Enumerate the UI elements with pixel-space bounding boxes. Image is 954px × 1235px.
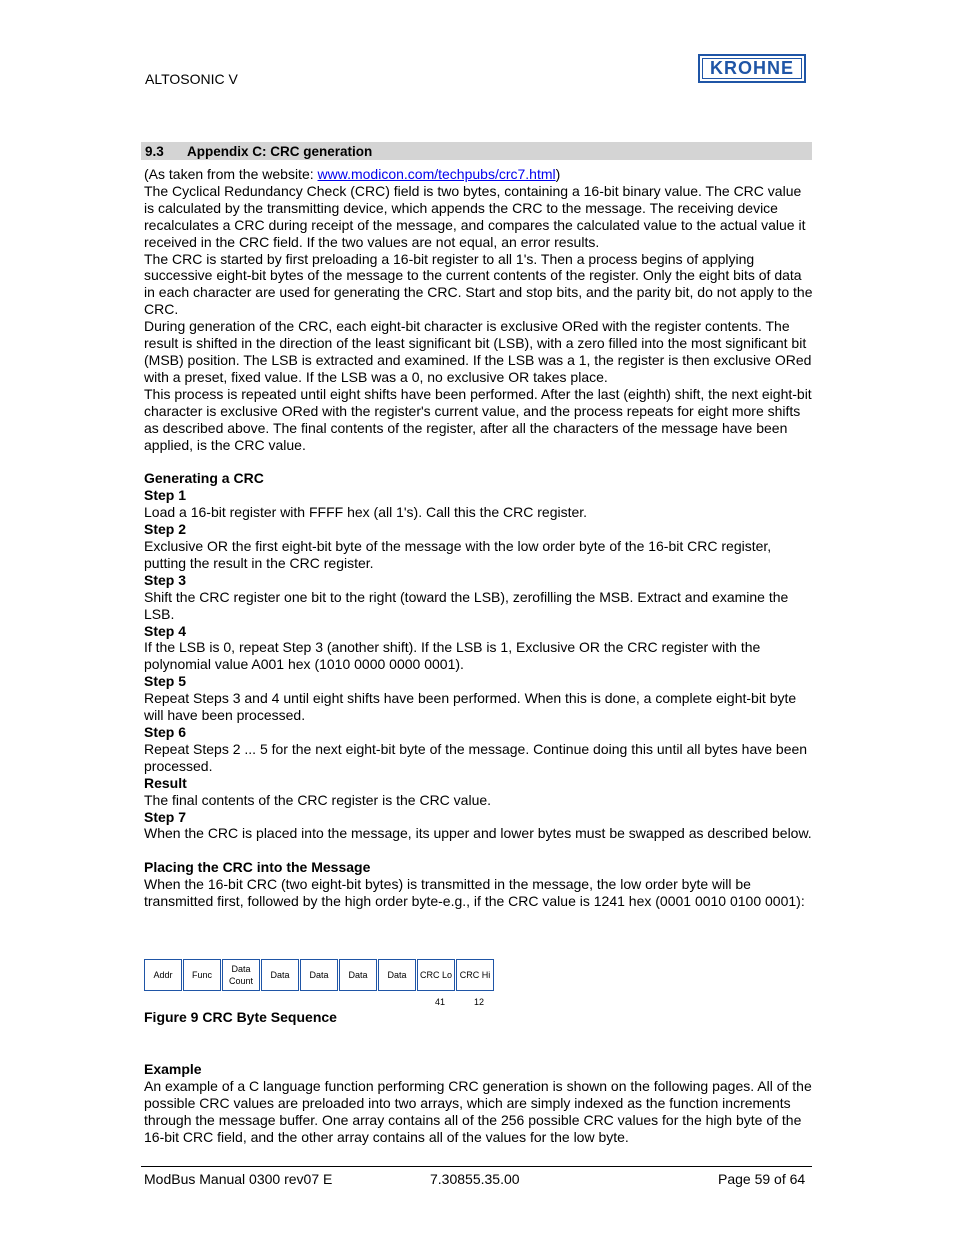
result-label: Result [144, 774, 187, 791]
crc-lo-value: 41 [435, 997, 446, 1007]
step-5-text: Repeat Steps 3 and 4 until eight shifts have been performed. When this is done, a complete eight-bit byte will have been processed. [144, 690, 797, 724]
footer-code: 7.30855.35.00 [430, 1171, 520, 1187]
generating-heading: Generating a CRC [144, 470, 264, 487]
intro-paragraph-1: The Cyclical Redundancy Check (CRC) field is two bytes, containing a 16-bit binary value. The CRC value is calculated by the transmitting device, which appends the CRC to the message. The receiving device recalculates a CRC during receipt of the message, and compares the calculated value to the actual value it received in the CRC field. If the two values are not equal, an error results. [144, 182, 806, 250]
byte-cell-data: Data [339, 959, 377, 991]
source-link[interactable]: www.modicon.com/techpubs/crc7.html [317, 166, 556, 182]
crc-hi-value: 12 [474, 997, 485, 1007]
footer-divider [141, 1166, 812, 1167]
step-5-label: Step 5 [144, 673, 187, 690]
example-section [144, 1061, 814, 1146]
step-4-label: Step 4 [144, 622, 187, 639]
step-1-text: Load a 16-bit register with FFFF hex (all 1's). Call this the CRC register. [144, 504, 588, 521]
crc-byte-sequence [144, 959, 495, 991]
step-7-text: When the CRC is placed into the message, its upper and lower bytes must be swapped as described below. [144, 825, 812, 842]
step-7-label: Step 7 [144, 808, 187, 825]
source-suffix: ) [555, 166, 561, 182]
step-2-text: Exclusive OR the first eight-bit byte of the message with the low order byte of the 16-bit CRC register, putting the result in the CRC register. [144, 538, 772, 571]
byte-cell-data: Data [300, 959, 338, 991]
footer-page: Page 59 of 64 [718, 1171, 806, 1187]
intro-paragraph-4: This process is repeated until eight shifts have been performed. After the last (eighth) shift, the next eight-bit character is exclusive ORed with the register's current value, and the process repeats for eight more shifts as described above. The final contents of the register, after all the characters of the message have been applied, is the CRC value. [144, 385, 812, 453]
example-text: An example of a C language function performing CRC generation is shown on the following pages. All of the possible CRC values are preloaded into two arrays, which are simply indexed as the function increments through the message buffer. One array contains all of the 256 possible CRC values for the high byte of the 16-bit CRC field, and the other array contains all of the values for the low byte. [144, 1077, 812, 1145]
main-content [144, 166, 814, 910]
example-heading: Example [144, 1061, 202, 1077]
placing-heading: Placing the CRC into the Message [144, 859, 371, 876]
byte-cell-data: Data [378, 959, 416, 991]
placing-text: When the 16-bit CRC (two eight-bit bytes) is transmitted in the message, the low order byte will be transmitted first, followed by the high order byte-e.g., if the CRC value is 1241 hex (0001 0010 0100 0001): [144, 876, 805, 910]
source-line [144, 166, 814, 183]
byte-cell-data-count: Data Count [222, 959, 260, 991]
byte-cell-crc-hi: CRC Hi [456, 959, 494, 991]
step-3-label: Step 3 [144, 571, 187, 588]
step-3-text: Shift the CRC register one bit to the right (toward the LSB), zerofilling the MSB. Extract and examine the LSB. [144, 588, 789, 622]
byte-cell-crc-lo: CRC Lo [417, 959, 455, 991]
byte-cell-addr: Addr [144, 959, 182, 991]
byte-cell-data: Data [261, 959, 299, 991]
step-4-text: If the LSB is 0, repeat Step 3 (another shift). If the LSB is 1, Exclusive OR the CRC register with the polynomial value A001 hex (1010 0000 0000 0001). [144, 639, 761, 673]
section-title: Appendix C: CRC generation [187, 144, 373, 159]
step-1-label: Step 1 [144, 487, 187, 504]
intro-paragraph-3: During generation of the CRC, each eight-bit character is exclusive ORed with the register contents. The result is shifted in the direction of the least significant bit (LSB), with a zero filled into the most significant bit (MSB) position. The LSB is extracted and examined. If the LSB was a 1, the register is then exclusive ORed with a preset, fixed value. If the LSB was a 0, no exclusive OR takes place. [144, 318, 812, 385]
intro-paragraph-2: The CRC is started by first preloading a 16-bit register to all 1's. Then a process begins of applying successive eight-bit bytes of the message to the current contents of the register. Only the eight bits of data in each character are used for generating the CRC. Start and stop bits, and the parity bit, do not apply to the CRC. [144, 250, 813, 318]
step-6-text: Repeat Steps 2 ... 5 for the next eight-bit byte of the message. Continue doing this until all bytes have been processed. [144, 740, 808, 774]
step-2-label: Step 2 [144, 521, 187, 538]
figure-caption: Figure 9 CRC Byte Sequence [144, 1009, 337, 1025]
step-6-label: Step 6 [144, 724, 187, 740]
krohne-logo [698, 54, 806, 83]
byte-cell-func: Func [183, 959, 221, 991]
result-text: The final contents of the CRC register is the CRC value. [144, 791, 492, 808]
logo-text: KROHNE [702, 58, 802, 79]
source-prefix: (As taken from the website: [144, 166, 318, 182]
footer-manual: ModBus Manual 0300 rev07 E [144, 1171, 333, 1187]
section-number: 9.3 [145, 144, 164, 159]
header-product: ALTOSONIC V [145, 71, 238, 87]
